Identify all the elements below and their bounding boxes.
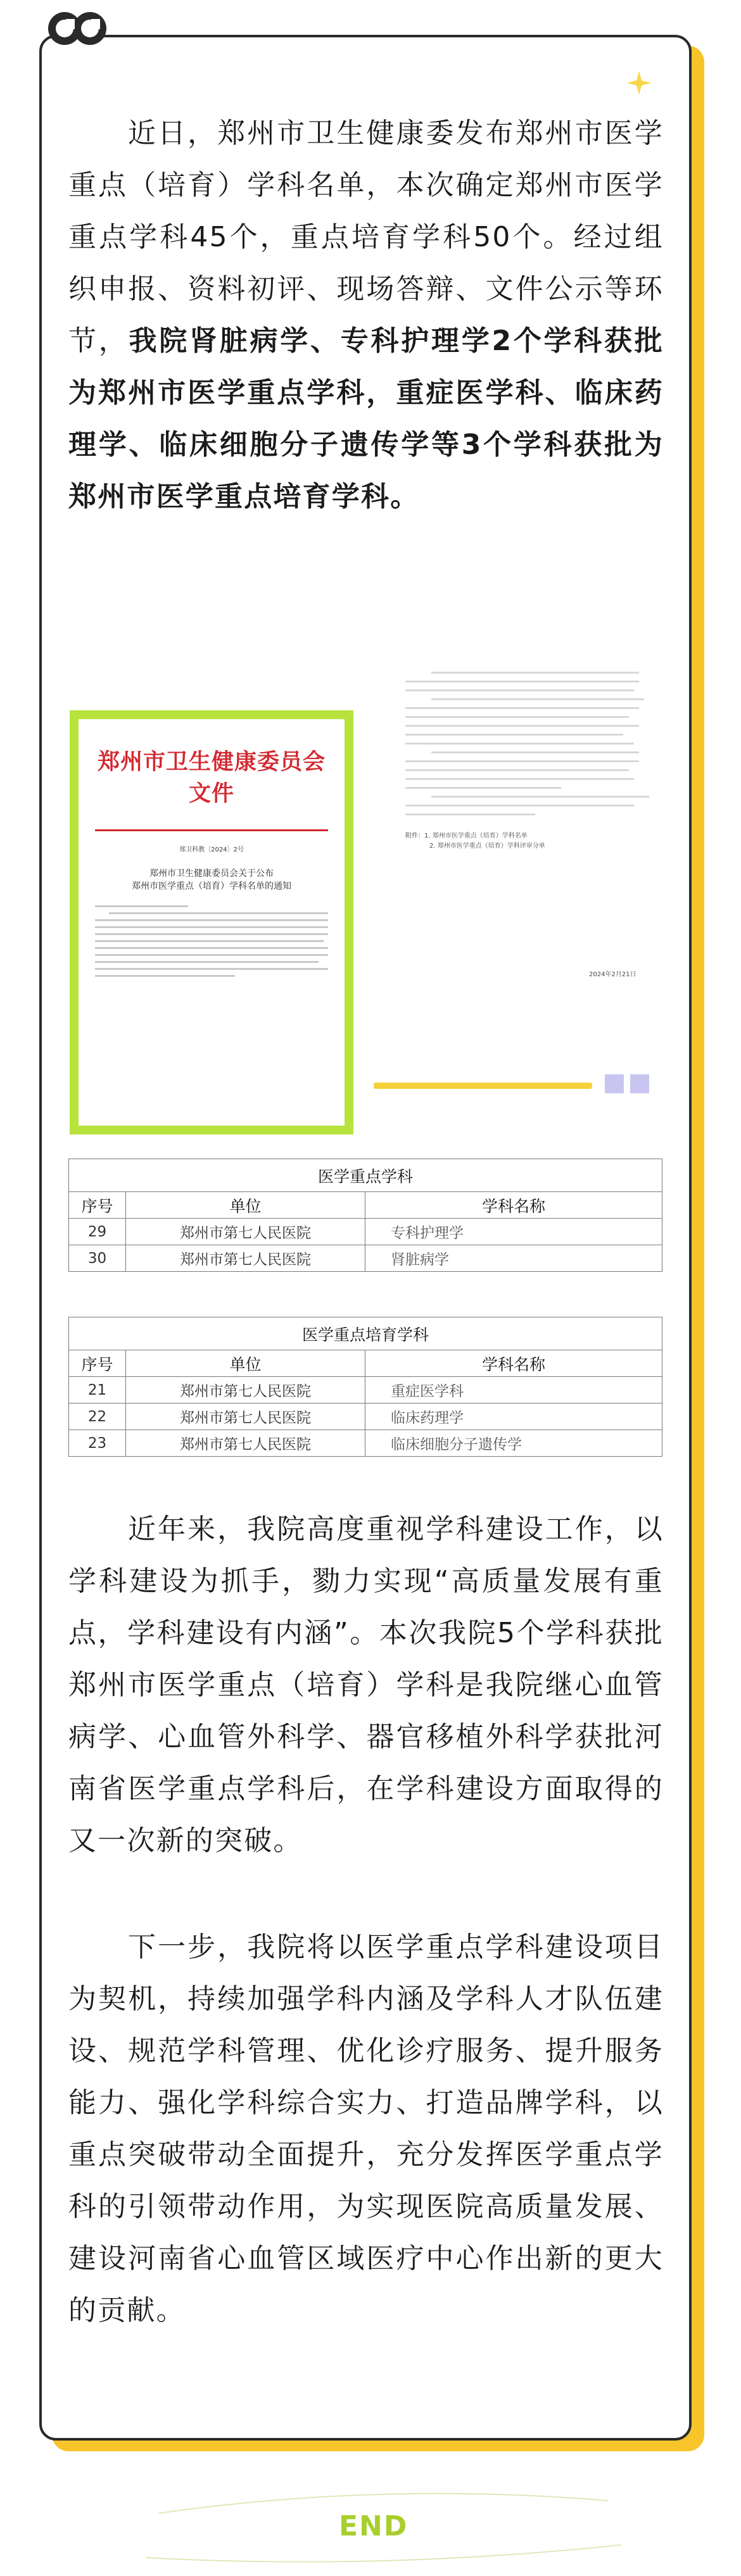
row-unit: 郑州市第七人民医院 xyxy=(126,1377,365,1404)
sparkle-icon xyxy=(626,70,652,96)
yellow-decor-bar xyxy=(374,1083,592,1089)
col-header-discipline: 学科名称 xyxy=(365,1350,662,1377)
document-number: 郑卫科教〔2024〕2号 xyxy=(179,846,244,853)
document-header: 郑州市卫生健康委员会文件 xyxy=(97,749,326,807)
row-index: 22 xyxy=(69,1404,126,1430)
document-date: 2024年2月21日 xyxy=(589,971,636,978)
row-unit: 郑州市第七人民医院 xyxy=(126,1404,365,1430)
row-index: 23 xyxy=(69,1430,126,1457)
row-index: 29 xyxy=(69,1219,126,1245)
table-row xyxy=(69,1377,662,1404)
table-row xyxy=(69,1219,662,1245)
col-header-index: 序号 xyxy=(69,1350,126,1377)
table-row xyxy=(69,1245,662,1272)
row-discipline: 重症医学科 xyxy=(365,1377,662,1404)
row-unit: 郑州市第七人民医院 xyxy=(126,1245,365,1272)
attachment-line-2: 2. 郑州市医学重点（培育）学科评审分单 xyxy=(429,843,545,850)
row-discipline: 临床细胞分子遗传学 xyxy=(365,1430,662,1457)
row-index: 21 xyxy=(69,1377,126,1404)
lavender-square-2 xyxy=(630,1074,649,1093)
col-header-discipline: 学科名称 xyxy=(365,1192,662,1219)
row-index: 30 xyxy=(69,1245,126,1272)
end-label: END xyxy=(339,2510,408,2542)
row-discipline: 专科护理学 xyxy=(365,1219,662,1245)
col-header-index: 序号 xyxy=(69,1192,126,1219)
row-discipline: 临床药理学 xyxy=(365,1404,662,1430)
development-paragraph: 近年来，我院高度重视学科建设工作，以学科建设为抓手，勠力实现“高质量发展有重点，学科建设有内涵”。本次我院5个学科获批郑州市医学重点（培育）学科是我院继心血管病学、心血管外科学、器官移植外科学获批河南省医学重点学科后，在学科建设方面取得的又一次新的突破。 xyxy=(68,1513,664,1857)
intro-text: 近日，郑州市卫生健康委发布郑州市医学重点（培育）学科名单，本次确定郑州市医学重点学科45个，重点培育学科50个。经过组织申报、资料初评、现场答辩、文件公示等环节， xyxy=(68,117,664,357)
document-page-left xyxy=(70,710,353,1134)
row-discipline: 肾脏病学 xyxy=(365,1245,662,1272)
key-discipline-table xyxy=(68,1159,662,1272)
table-row xyxy=(69,1430,662,1457)
intro-paragraph xyxy=(68,108,664,523)
document-title-line-2: 郑州市医学重点（培育）学科名单的通知 xyxy=(132,881,291,891)
lavender-square-1 xyxy=(605,1074,624,1093)
footer xyxy=(0,2475,741,2570)
document-page-right xyxy=(380,652,690,1019)
cultivation-discipline-table xyxy=(68,1317,662,1457)
intro-highlight: 我院肾脏病学、专科护理学2个学科获批为郑州市医学重点学科，重症医学科、临床药理学、临床细胞分子遗传学等3个学科获批为郑州市医学重点培育学科。 xyxy=(68,325,664,513)
table-caption: 医学重点学科 xyxy=(69,1159,662,1192)
col-header-unit: 单位 xyxy=(126,1192,365,1219)
document-body-lines xyxy=(95,905,328,977)
next-steps-paragraph: 下一步，我院将以医学重点学科建设项目为契机，持续加强学科内涵及学科人才队伍建设、规范学科管理、优化诊疗服务、提升服务能力、强化学科综合实力、打造品牌学科，以重点突破带动全面提升，充分发挥医学重点学科的引领带动作用，为实现医院高质量发展、建设河南省心血管区域医疗中心作出新的更大的贡献。 xyxy=(68,1931,664,2327)
row-unit: 郑州市第七人民医院 xyxy=(126,1219,365,1245)
red-divider xyxy=(95,829,328,831)
col-header-unit: 单位 xyxy=(126,1350,365,1377)
attachment-line-1: 附件：1. 郑州市医学重点（培育）学科名单 xyxy=(405,832,528,839)
row-unit: 郑州市第七人民医院 xyxy=(126,1430,365,1457)
quote-icon xyxy=(46,6,109,51)
document-title-line-1: 郑州市卫生健康委员会关于公布 xyxy=(149,869,274,879)
table-caption: 医学重点培育学科 xyxy=(69,1317,662,1350)
table-row xyxy=(69,1404,662,1430)
